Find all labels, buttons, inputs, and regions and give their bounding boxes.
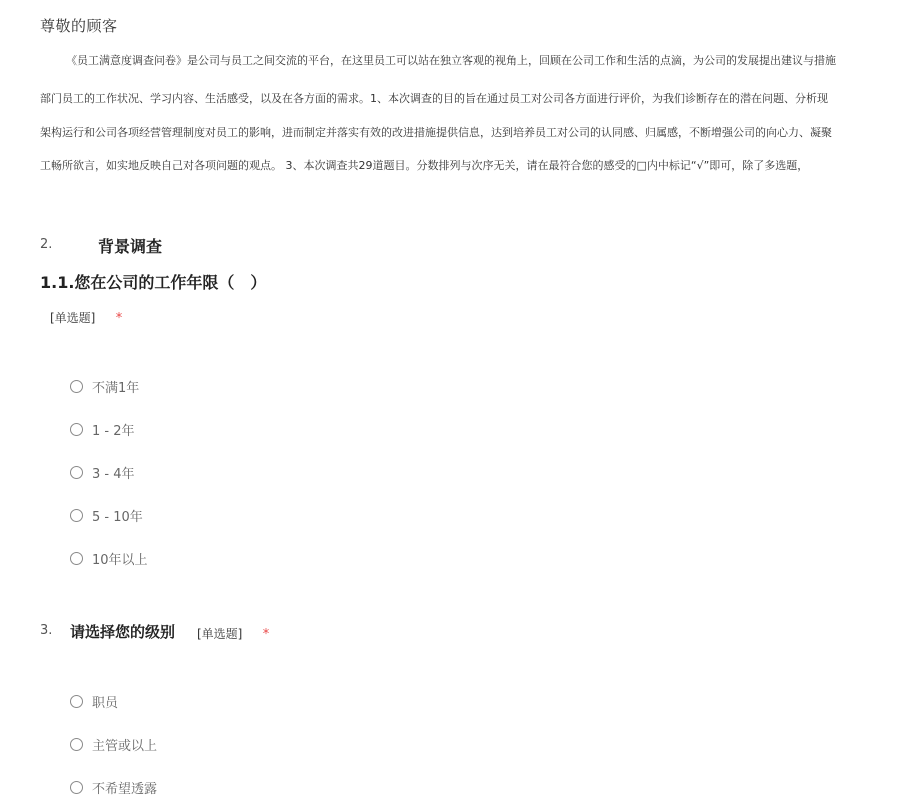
- option-label: 主管或以上: [92, 738, 158, 754]
- q3-option-1[interactable]: [70, 691, 118, 711]
- intro-line: 《员工满意度调查问卷》是公司与员工之间交流的平台，在这里员工可以站在独立客观的视角上，回顾在公司工作和生活的点滴，为公司的发展提出建议与措施: [66, 54, 836, 67]
- question-3-meta: [197, 623, 269, 642]
- q3-option-2[interactable]: [70, 734, 157, 754]
- radio-button[interactable]: [70, 380, 83, 393]
- question-1-meta: [50, 307, 122, 326]
- required-marker: *: [262, 627, 270, 642]
- q1-option-2[interactable]: [70, 419, 135, 439]
- option-label: 不希望透露: [92, 781, 158, 797]
- question-type-label: [单选题]: [50, 311, 96, 325]
- greeting-heading: 尊敬的顾客: [40, 17, 118, 35]
- question-3-title: 请选择您的级别: [70, 623, 176, 641]
- q1-option-1[interactable]: [70, 376, 139, 396]
- radio-button[interactable]: [70, 509, 83, 522]
- question-3-number: 3.: [40, 623, 53, 638]
- radio-button[interactable]: [70, 423, 83, 436]
- radio-button[interactable]: [70, 695, 83, 708]
- intro-line: 工畅所欲言，如实地反映自己对各项问题的观点。 3、本次调查共29道题目。分数排列与次序无关，请在最符合您的感受的□内中标记“√”即可，除了多选题，: [40, 159, 809, 172]
- question-type-label: [单选题]: [197, 627, 243, 641]
- section-title: 背景调查: [98, 237, 163, 256]
- question-1-title: 1.1.您在公司的工作年限（ ）: [40, 273, 267, 292]
- radio-button[interactable]: [70, 552, 83, 565]
- option-label: 1 - 2年: [92, 423, 135, 439]
- radio-button[interactable]: [70, 738, 83, 751]
- intro-line: 部门员工的工作状况、学习内容、生活感受，以及在各方面的需求。1、本次调查的目的旨在通过员工对公司各方面进行评价，为我们诊断存在的潜在问题、分析现: [40, 92, 828, 105]
- q3-option-3[interactable]: [70, 777, 157, 797]
- intro-paragraph: [40, 52, 900, 182]
- required-marker: *: [115, 311, 123, 326]
- q1-option-5[interactable]: [70, 548, 148, 568]
- option-label: 3 - 4年: [92, 466, 135, 482]
- radio-button[interactable]: [70, 781, 83, 794]
- option-label: 职员: [92, 695, 119, 711]
- option-label: 5 - 10年: [92, 509, 143, 525]
- q1-option-3[interactable]: [70, 462, 135, 482]
- q1-option-4[interactable]: [70, 505, 143, 525]
- section-number: 2.: [40, 237, 53, 252]
- option-label: 10年以上: [92, 552, 148, 568]
- radio-button[interactable]: [70, 466, 83, 479]
- option-label: 不满1年: [92, 380, 140, 396]
- intro-line: 架构运行和公司各项经营管理制度对员工的影响，进而制定并落实有效的改进措施提供信息，达到培养员工对公司的认同感、归属感，不断增强公司的向心力、凝聚: [40, 126, 832, 139]
